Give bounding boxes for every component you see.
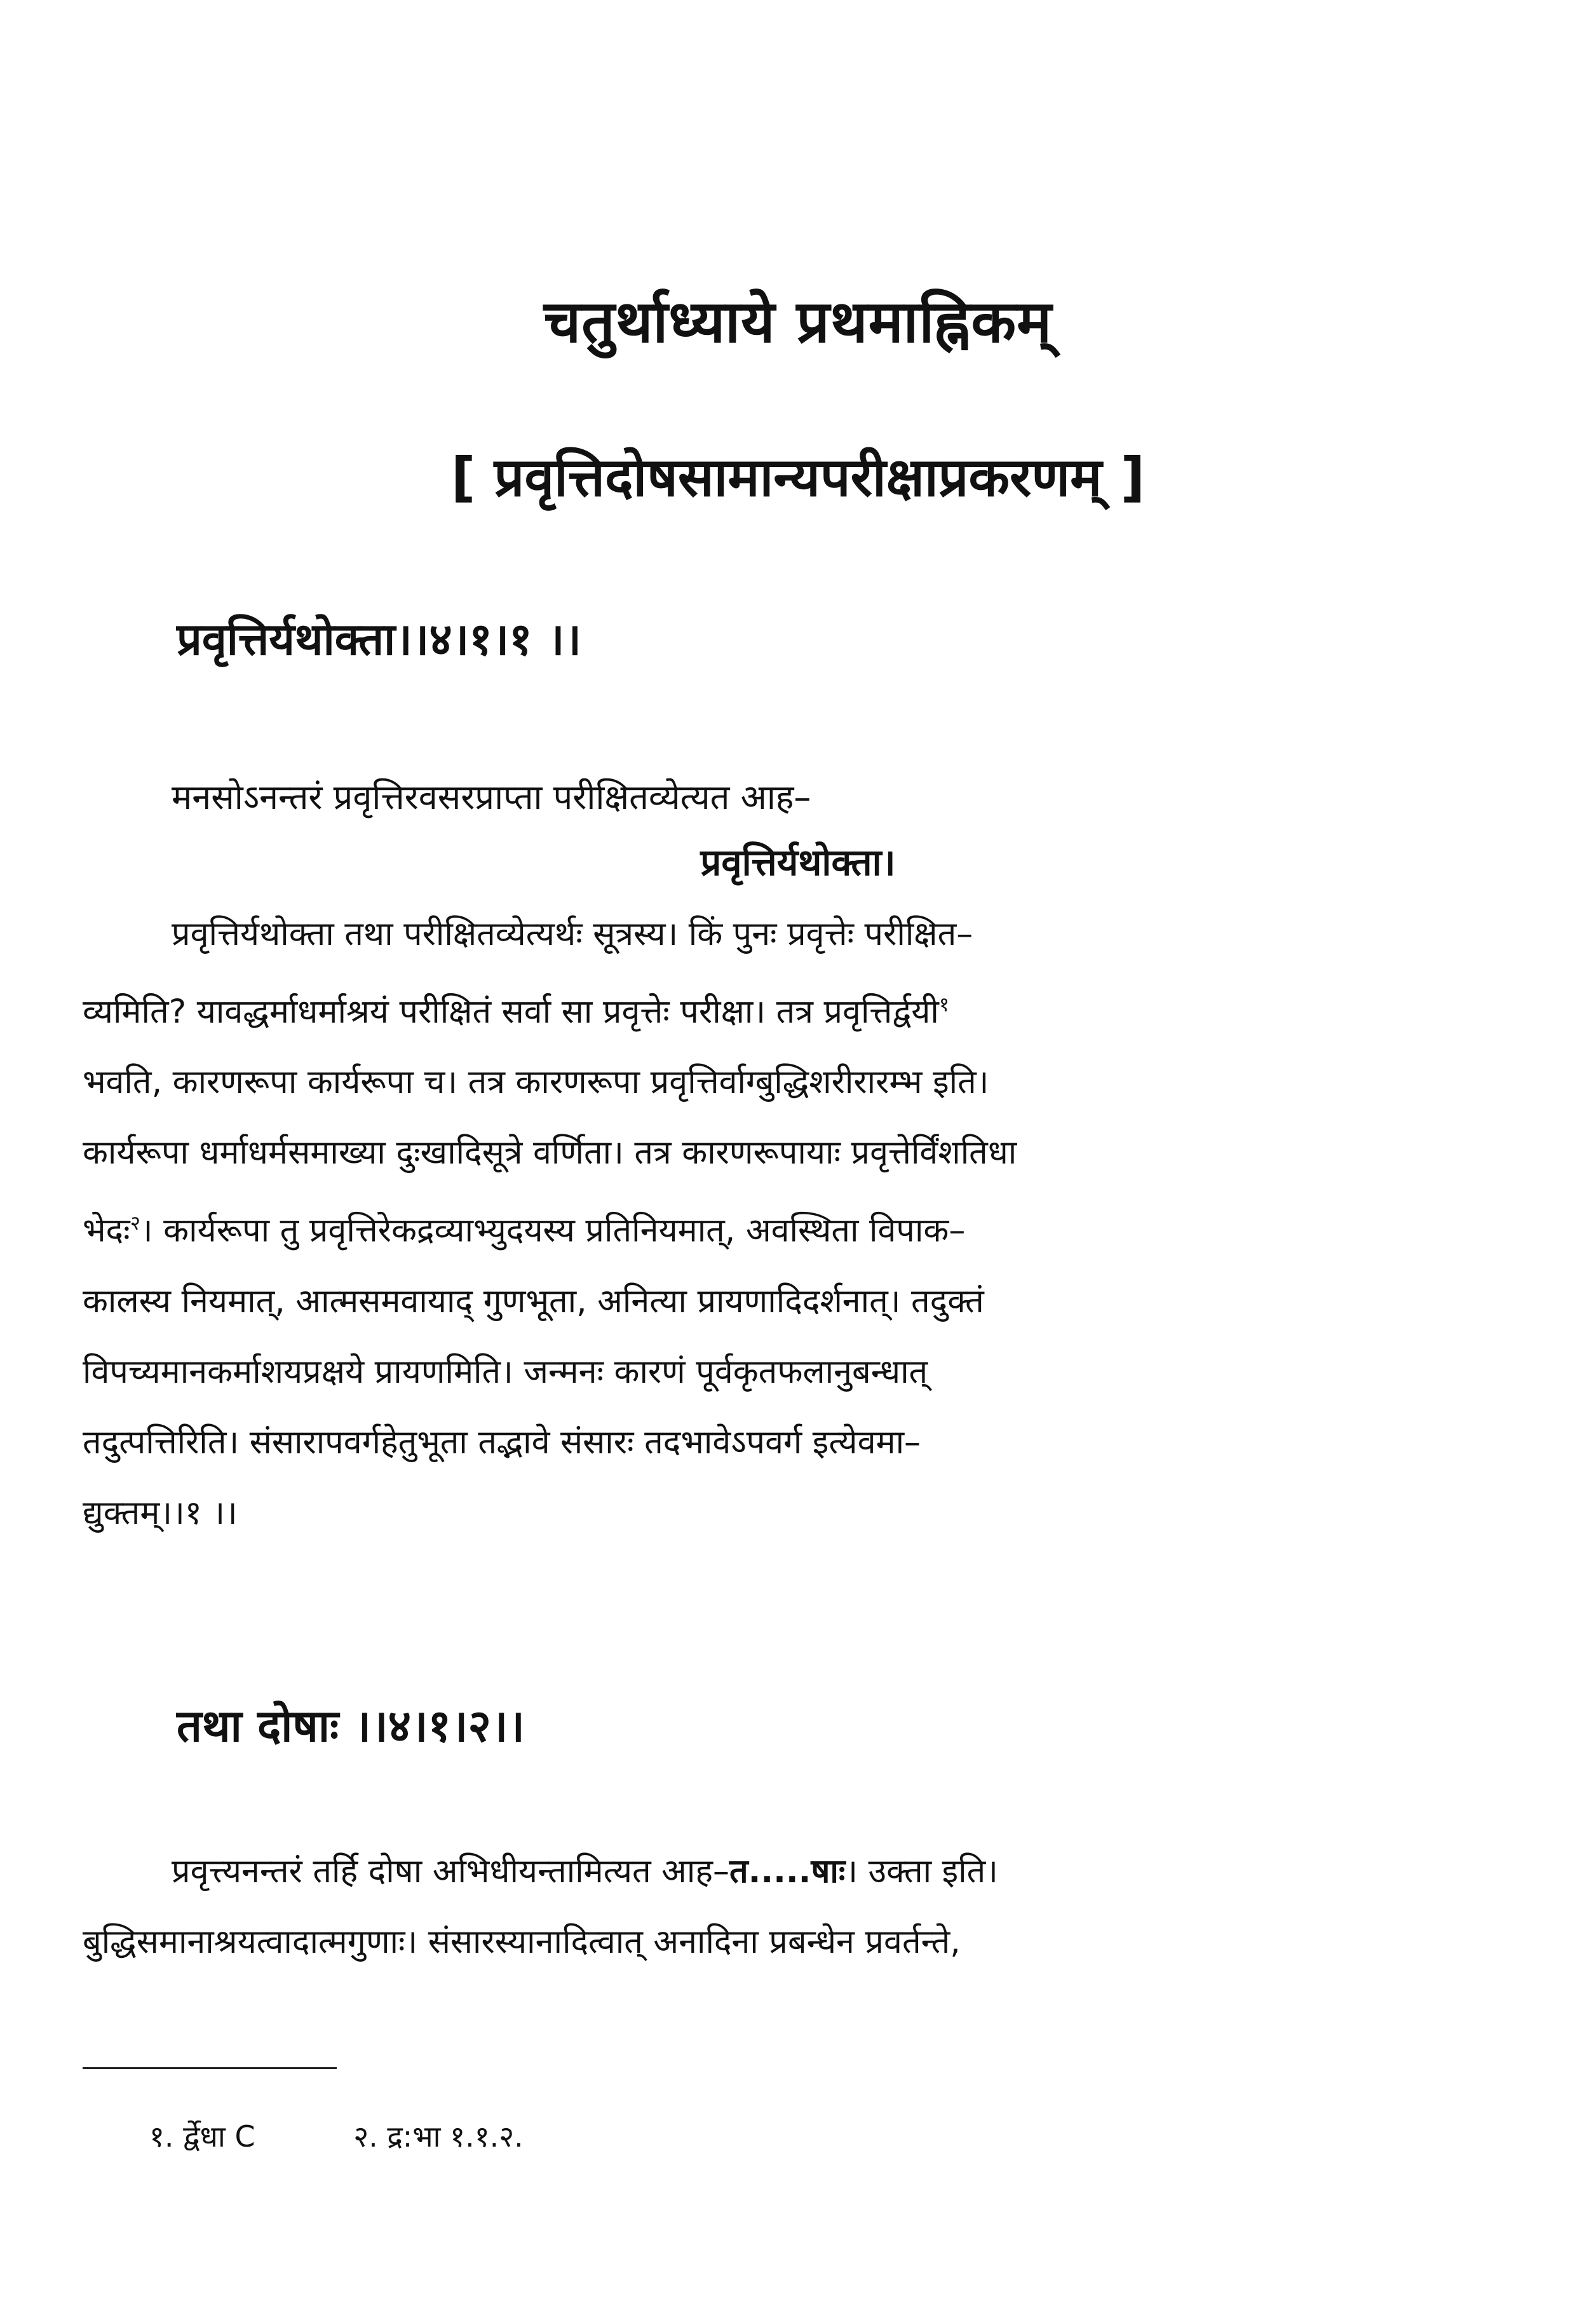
commentary-paragraph-1: [83, 899, 1290, 1549]
commentary-line: प्रवृत्तिर्यथोक्ता तथा परीक्षितव्येत्यर्थः सूत्रस्य। किं पुनः प्रवृत्तेः परीक्षित–: [172, 915, 973, 953]
commentary-line: विपच्यमानकर्माशयप्रक्षये प्रायणमिति। जन्मनः कारणं पूर्वकृतफलानुबन्धात्: [83, 1352, 928, 1391]
center-sutra: प्रवृत्तिर्यथोक्ता।: [700, 841, 896, 884]
commentary-line: कार्यरूपा धर्माधर्मसमाख्या दुःखादिसूत्रे वर्णिता। तत्र कारणरूपायाः प्रवृत्तेर्विंशतिधा: [83, 1134, 1017, 1172]
commentary-line: तदुत्पत्तिरिति। संसारापवर्गहेतुभूता तद्भावे संसारः तदभावेऽपवर्ग इत्येवमा–: [83, 1423, 921, 1462]
section-title: [ प्रवृत्तिदोषसामान्यपरीक्षाप्रकरणम् ]: [451, 446, 1145, 508]
commentary-paragraph-2: [83, 1837, 1290, 1978]
sutra-1-text: प्रवृत्तिर्यथोक्ता: [177, 613, 396, 665]
footnote-2: २. द्र:भा १.१.२.: [353, 2119, 524, 2154]
commentary-line: भवति, कारणरूपा कार्यरूपा च। तत्र कारणरूपा प्रवृत्तिर्वाग्बुद्धिशरीरारम्भ इति।: [83, 1063, 989, 1102]
commentary-line: द्युक्तम्।।१ ।।: [83, 1493, 238, 1532]
footnote-1: १. र्द्वेधा C: [149, 2119, 255, 2154]
intro-line: मनसोऽनन्तरं प्रवृत्तिरवसरप्राप्ता परीक्षितव्येत्यत आह–: [172, 777, 811, 817]
commentary-line: बुद्धिसमानाश्रयत्वादात्मगुणाः। संसारस्यानादित्वात् अनादिना प्रबन्धेन प्रवर्तन्ते,: [83, 1923, 961, 1961]
commentary-line: कालस्य नियमात्, आत्मसमवायाद् गुणभूता, अनित्या प्रायणादिदर्शनात्। तदुक्तं: [83, 1282, 984, 1321]
commentary-line: भेदः$^२$। कार्यरूपा तु प्रवृत्तिरेकद्रव्याभ्युदयस्य प्रतिनियमात्, अवस्थिता विपाक–: [83, 1211, 966, 1250]
footnote-divider: [83, 2067, 337, 2069]
sutra-2-number: ।।४।१।२।।: [354, 1700, 525, 1752]
footnotes: [149, 2116, 612, 2156]
footnote-mark: १: [938, 993, 950, 1016]
footnote-mark: २: [130, 1212, 140, 1235]
sutra-heading-2: [177, 1694, 525, 1755]
abbreviated-sutra: त.....षाः: [729, 1852, 846, 1891]
commentary-line: प्रवृत्त्यनन्तरं तर्हि दोषा अभिधीयन्तामित्यत आह–त.....षाः। उक्ता इति।: [172, 1852, 998, 1891]
sutra-2-text: तथा दोषाः: [177, 1700, 339, 1752]
sutra-heading-1: [177, 607, 581, 668]
chapter-title: चतुर्थाध्याये प्रथमाह्निकम्: [543, 288, 1053, 356]
commentary-line: व्यमिति? यावद्धर्माधर्माश्रयं परीक्षितं सर्वा सा प्रवृत्तेः परीक्षा। तत्र प्रवृत्तिर्द्वयी$^१$: [83, 993, 950, 1031]
sutra-1-number: ।।४।१।१ ।।: [395, 613, 582, 665]
